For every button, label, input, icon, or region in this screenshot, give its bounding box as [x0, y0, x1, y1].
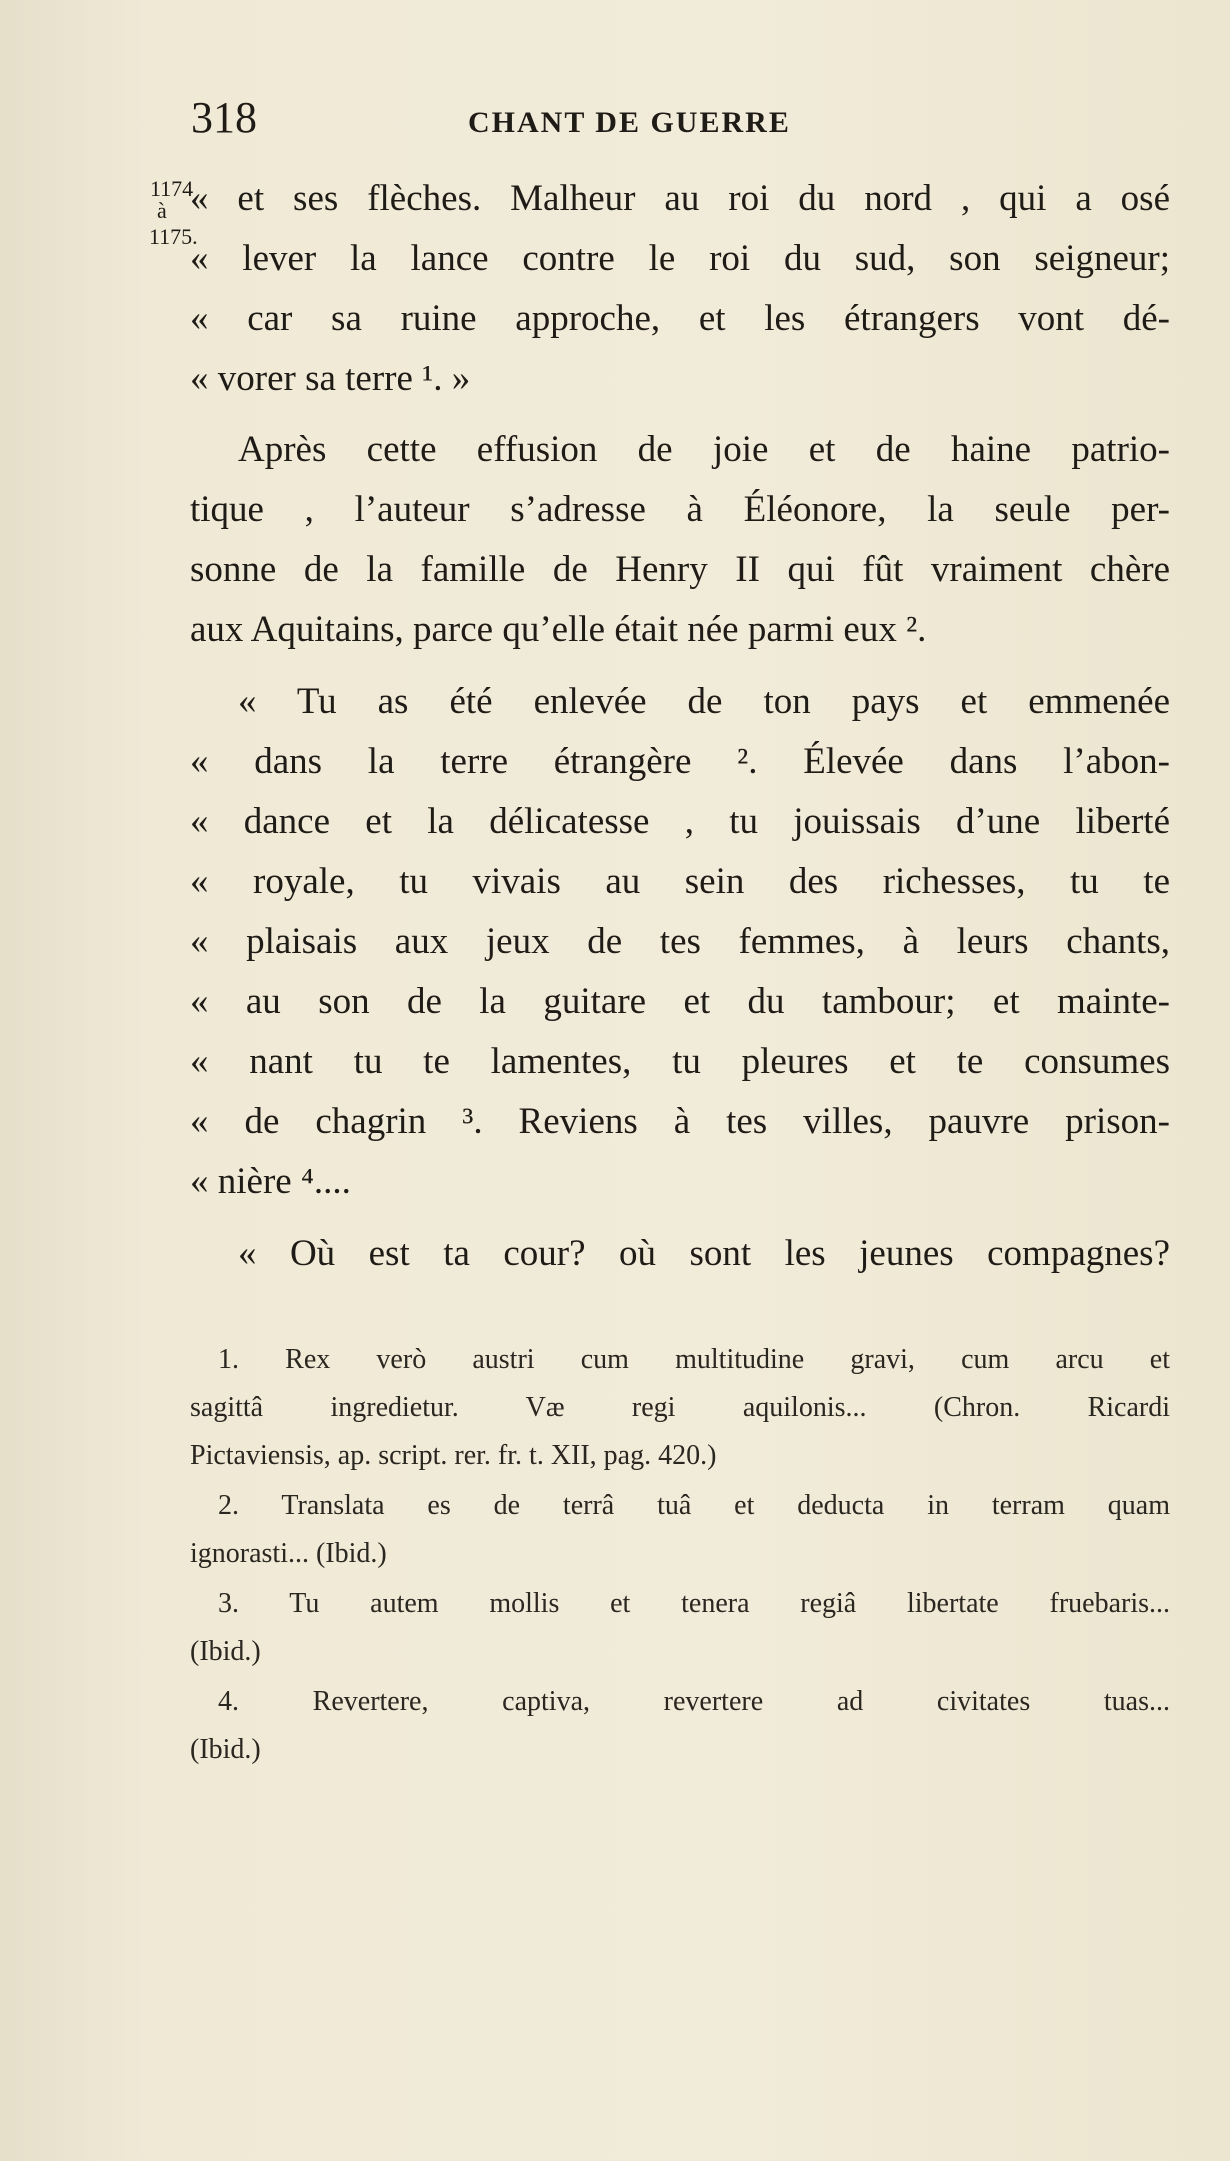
body-line: « de chagrin ³. Reviens à tes villes, pauvre prison-	[190, 1101, 1170, 1142]
body-line: Après cette effusion de joie et de haine patrio-	[238, 429, 1170, 470]
footnote-line: 2. Translata es de terrâ tuâ et deducta in terram quam	[218, 1490, 1170, 1521]
body-line: tique , l’auteur s’adresse à Éléonore, la seule per-	[190, 489, 1170, 530]
footnote-line: 3. Tu autem mollis et tenera regiâ libertate fruebaris...	[218, 1588, 1170, 1619]
body-line: « Tu as été enlevée de ton pays et emmenée	[238, 681, 1170, 722]
body-line: « dance et la délicatesse , tu jouissais d’une liberté	[190, 801, 1170, 842]
body-line: « dans la terre étrangère ². Élevée dans l’abon-	[190, 741, 1170, 782]
running-title: CHANT DE GUERRE	[468, 106, 791, 139]
margin-year-start: 1174	[150, 176, 194, 201]
margin-year-end: 1175.	[149, 224, 198, 249]
body-line: « car sa ruine approche, et les étrangers vont dé-	[190, 298, 1170, 339]
body-line: « vorer sa terre ¹. »	[190, 358, 471, 399]
footnote-line: ignorasti... (Ibid.)	[190, 1538, 387, 1569]
page-number: 318	[191, 93, 257, 142]
body-line: « nière ⁴....	[190, 1161, 351, 1202]
body-line: « et ses flèches. Malheur au roi du nord , qui a osé	[190, 178, 1170, 219]
footnote-line: (Ibid.)	[190, 1734, 261, 1765]
margin-year-join: à	[157, 198, 167, 223]
footnote-line: 4. Revertere, captiva, revertere ad civitates tuas...	[218, 1686, 1170, 1717]
body-line: « nant tu te lamentes, tu pleures et te consumes	[190, 1041, 1170, 1082]
body-line: « royale, tu vivais au sein des richesses, tu te	[190, 861, 1170, 902]
body-line: « au son de la guitare et du tambour; et mainte-	[190, 981, 1170, 1022]
body-line: sonne de la famille de Henry II qui fût vraiment chère	[190, 549, 1170, 590]
body-line: « Où est ta cour? où sont les jeunes compagnes?	[238, 1233, 1170, 1274]
footnote-line: sagittâ ingredietur. Væ regi aquilonis... (Chron. Ricardi	[190, 1392, 1170, 1423]
footnote-line: 1. Rex verò austri cum multitudine gravi, cum arcu et	[218, 1344, 1170, 1375]
footnote-line: (Ibid.)	[190, 1636, 261, 1667]
body-line: « plaisais aux jeux de tes femmes, à leurs chants,	[190, 921, 1170, 962]
body-line: « lever la lance contre le roi du sud, son seigneur;	[190, 238, 1170, 279]
footnote-line: Pictaviensis, ap. script. rer. fr. t. XII, pag. 420.)	[190, 1440, 717, 1471]
body-line: aux Aquitains, parce qu’elle était née parmi eux ².	[190, 609, 927, 650]
